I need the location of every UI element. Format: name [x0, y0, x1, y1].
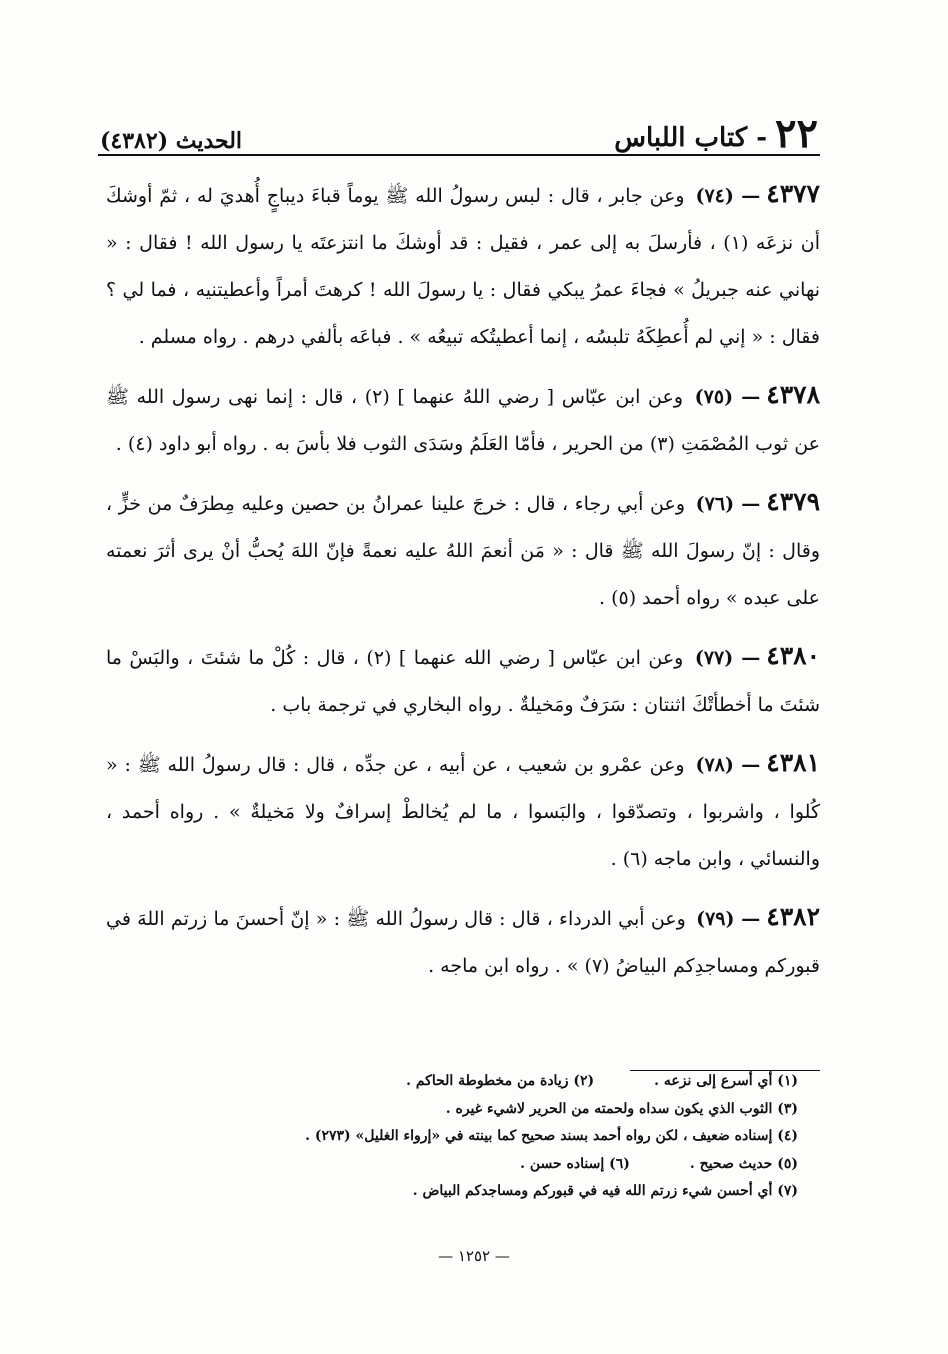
- hadith-sub-number: — (٧٥): [694, 386, 761, 408]
- chapter-title: - كتاب اللباس: [614, 122, 768, 153]
- footnote: (٤) إسناده ضعيف ، لكن رواه أحمد بسند صحيح كما بينته في «إرواء الغليل» (٢٧٣) .: [305, 1128, 798, 1144]
- footnote: (٦) إسناده حسن .: [520, 1155, 630, 1172]
- footnote: (٥) حديث صحيح .: [689, 1155, 798, 1172]
- hadith-sub-number: — (٧٤): [695, 185, 761, 207]
- hadith-item: [106, 893, 820, 990]
- hadith-sub-number: — (٧٩): [696, 908, 761, 930]
- hadith-range: الحديث (٤٣٨٢): [100, 127, 243, 154]
- hadith-text: وعن ابن عبّاس [ رضي اللهُ عنهما ] (٢) ، قال : إنما نهى رسول الله ﷺ عن ثوب المُصْمَتِ (٣) من الحرير ، فأمّا العَلَمُ وسَدَى الثوب فلا بأسَ به . رواه أبو داود (٤) .: [106, 386, 820, 455]
- hadith-number: ٤٣٨١: [766, 748, 821, 777]
- chapter-number: ٢٢: [775, 110, 818, 157]
- footnotes: [150, 1068, 798, 1206]
- footnote: (٣) الثوب الذي يكون سداه ولحمته من الحرير لاشيء غيره .: [445, 1100, 798, 1117]
- hadith-item: [106, 478, 820, 622]
- hadith-number: ٤٣٧٧: [766, 179, 820, 208]
- hadith-item: [106, 632, 820, 729]
- footnote: (١) أي أسرع إلى نزعه .: [654, 1073, 798, 1089]
- page-header: [100, 98, 818, 157]
- footnote: (٧) أي أحسن شيء زرتم الله فيه في قبوركم ومساجدكم البياض .: [412, 1183, 798, 1199]
- hadith-text: وعن أبي رجاء ، قال : خرجَ علينا عمرانُ بن حصين وعليه مِطرَفٌ من خزٍّ ، وقال : إنّ رسولَ الله ﷺ قال : « مَن أنعمَ اللهُ عليه نعمةً فإنّ اللهَ يُحبُّ أنْ يرى أثرَ نعمته على عبده » رواه أحمد (٥) .: [106, 493, 820, 609]
- hadith-text: وعن ابن عبّاس [ رضي الله عنهما ] (٢) ، قال : كُلْ ما شئتَ ، والبَسْ ما شئتَ ما أخطأتْكَ اثنتان : سَرَفٌ ومَخيلةٌ . رواه البخاري في ترجمة باب .: [106, 647, 820, 716]
- hadith-number: ٤٣٧٩: [766, 487, 820, 516]
- header-divider: [98, 154, 820, 156]
- footnote: (٢) زيادة من مخطوطة الحاكم .: [406, 1073, 595, 1089]
- hadith-list: [106, 170, 820, 1000]
- hadith-text: وعن جابر ، قال : لبس رسولُ الله ﷺ يوماً قباءَ ديباجٍ أُهديَ له ، ثمّ أوشكَ أن نزعَه (١) ، فأرسلَ به إلى عمر ، فقيل : قد أوشكَ ما انتزعتَه يا رسول الله ! فقال : « نهاني عنه جبريلُ » فجاءَ عمرُ يبكي فقال : يا رسولَ الله ! كرهتَ أمراً وأعطيتنيه ، فما لي ؟ فقال : « إني لم أُعطِكَهُ تلبسُه ، إنما أعطيتُكه تبيعُه » . فباعَه بألفي درهم . رواه مسلم .: [106, 185, 820, 348]
- hadith-number: ٤٣٧٨: [766, 380, 821, 409]
- hadith-item: [106, 739, 820, 883]
- hadith-item: [106, 371, 820, 468]
- hadith-number: ٤٣٨٠: [766, 641, 820, 670]
- hadith-item: [106, 170, 820, 361]
- hadith-sub-number: — (٧٧): [694, 647, 761, 669]
- hadith-sub-number: — (٧٦): [695, 493, 761, 515]
- page-number: — ١٢٥٢ —: [438, 1247, 510, 1265]
- footnote-row: [150, 1068, 798, 1096]
- hadith-number: ٤٣٨٢: [766, 902, 821, 931]
- hadith-sub-number: — (٧٨): [695, 754, 761, 776]
- hadith-text: وعن عمْرو بن شعيب ، عن أبيه ، عن جدِّه ، قال : قال رسولُ الله ﷺ : « كُلوا ، واشربوا ، وتصدّقوا ، والبَسوا ، ما لم يُخالطْ إسرافٌ ولا مَخيلةٌ » . رواه أحمد ، والنسائي ، وابن ماجه (٦) .: [106, 754, 820, 870]
- hadith-text: وعن أبي الدرداء ، قال : قال رسولُ الله ﷺ : « إنّ أحسنَ ما زرتم اللهَ في قبوركم ومساجدِكم البياضُ (٧) » . رواه ابن ماجه .: [106, 908, 820, 977]
- footnote-row: [150, 1151, 798, 1179]
- chapter-heading: [614, 110, 818, 157]
